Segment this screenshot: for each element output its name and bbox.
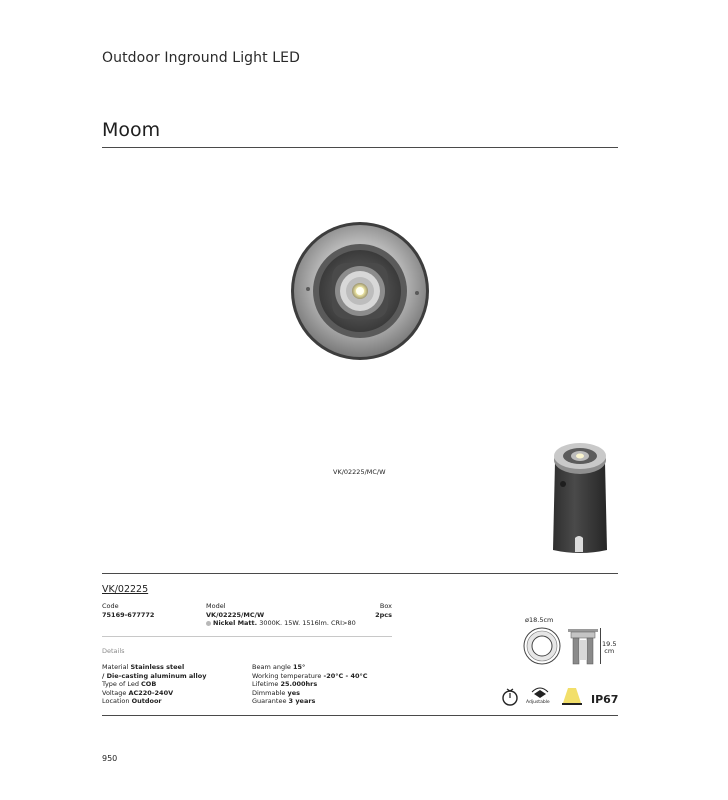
finish-name: Nickel Matt.	[213, 619, 258, 627]
dimmer-icon	[501, 687, 519, 707]
header-divider	[102, 147, 618, 148]
detail-item: Type of Led COB	[102, 680, 157, 688]
details-right-list	[252, 663, 368, 706]
model-caption: VK/02225/MC/W	[333, 468, 386, 476]
adjustable-icon	[530, 686, 550, 700]
spec-bottom-divider	[102, 715, 618, 716]
box-column	[362, 602, 392, 619]
detail-item: Dimmable yes	[252, 688, 300, 697]
model-column	[206, 602, 356, 628]
model-value: VK/02225/MC/W	[206, 610, 265, 619]
detail-item: Beam angle 15°	[252, 663, 306, 671]
code-value: 75169-677772	[102, 610, 155, 619]
box-label: Box	[379, 602, 392, 610]
spec-top-divider	[102, 573, 618, 574]
height-value: 19.5	[602, 640, 617, 648]
details-label: Details	[102, 647, 125, 655]
detail-item: / Die-casting aluminum alloy	[102, 671, 207, 680]
product-code: VK/02225	[102, 584, 149, 595]
diameter-label: ø18.5cm	[525, 616, 554, 624]
details-divider	[102, 636, 392, 637]
detail-item: Lifetime 25.000hrs	[252, 680, 318, 688]
side-view-drawing-icon	[566, 628, 600, 666]
details-left-list	[102, 663, 206, 706]
height-unit: cm	[604, 647, 615, 655]
product-top-view-image	[285, 220, 435, 362]
finish-line	[206, 619, 356, 628]
top-view-drawing-icon	[522, 626, 562, 666]
adjustable-label: Adjustable	[526, 700, 550, 705]
product-side-view-image	[545, 438, 615, 556]
model-label: Model	[206, 602, 226, 610]
detail-item: Material Stainless steel	[102, 663, 185, 671]
detail-item: Location Outdoor	[102, 697, 162, 705]
height-label	[602, 641, 616, 655]
code-column	[102, 602, 154, 619]
page-number: 950	[102, 754, 118, 763]
finish-dot-icon	[206, 621, 211, 626]
box-value: 2pcs	[375, 610, 392, 619]
ip-rating: IP67	[591, 693, 619, 706]
light-beam-icon	[561, 688, 583, 706]
height-dimension-line	[600, 628, 601, 664]
product-title: Moom	[102, 119, 161, 141]
code-label: Code	[102, 602, 119, 610]
detail-item: Guarantee 3 years	[252, 697, 316, 705]
finish-specs: 3000K. 15W. 1516lm. CRI>80	[259, 619, 356, 627]
detail-item: Working temperature -20°C - 40°C	[252, 671, 368, 680]
category-title: Outdoor Inground Light LED	[102, 50, 301, 66]
detail-item: Voltage AC220-240V	[102, 688, 174, 697]
